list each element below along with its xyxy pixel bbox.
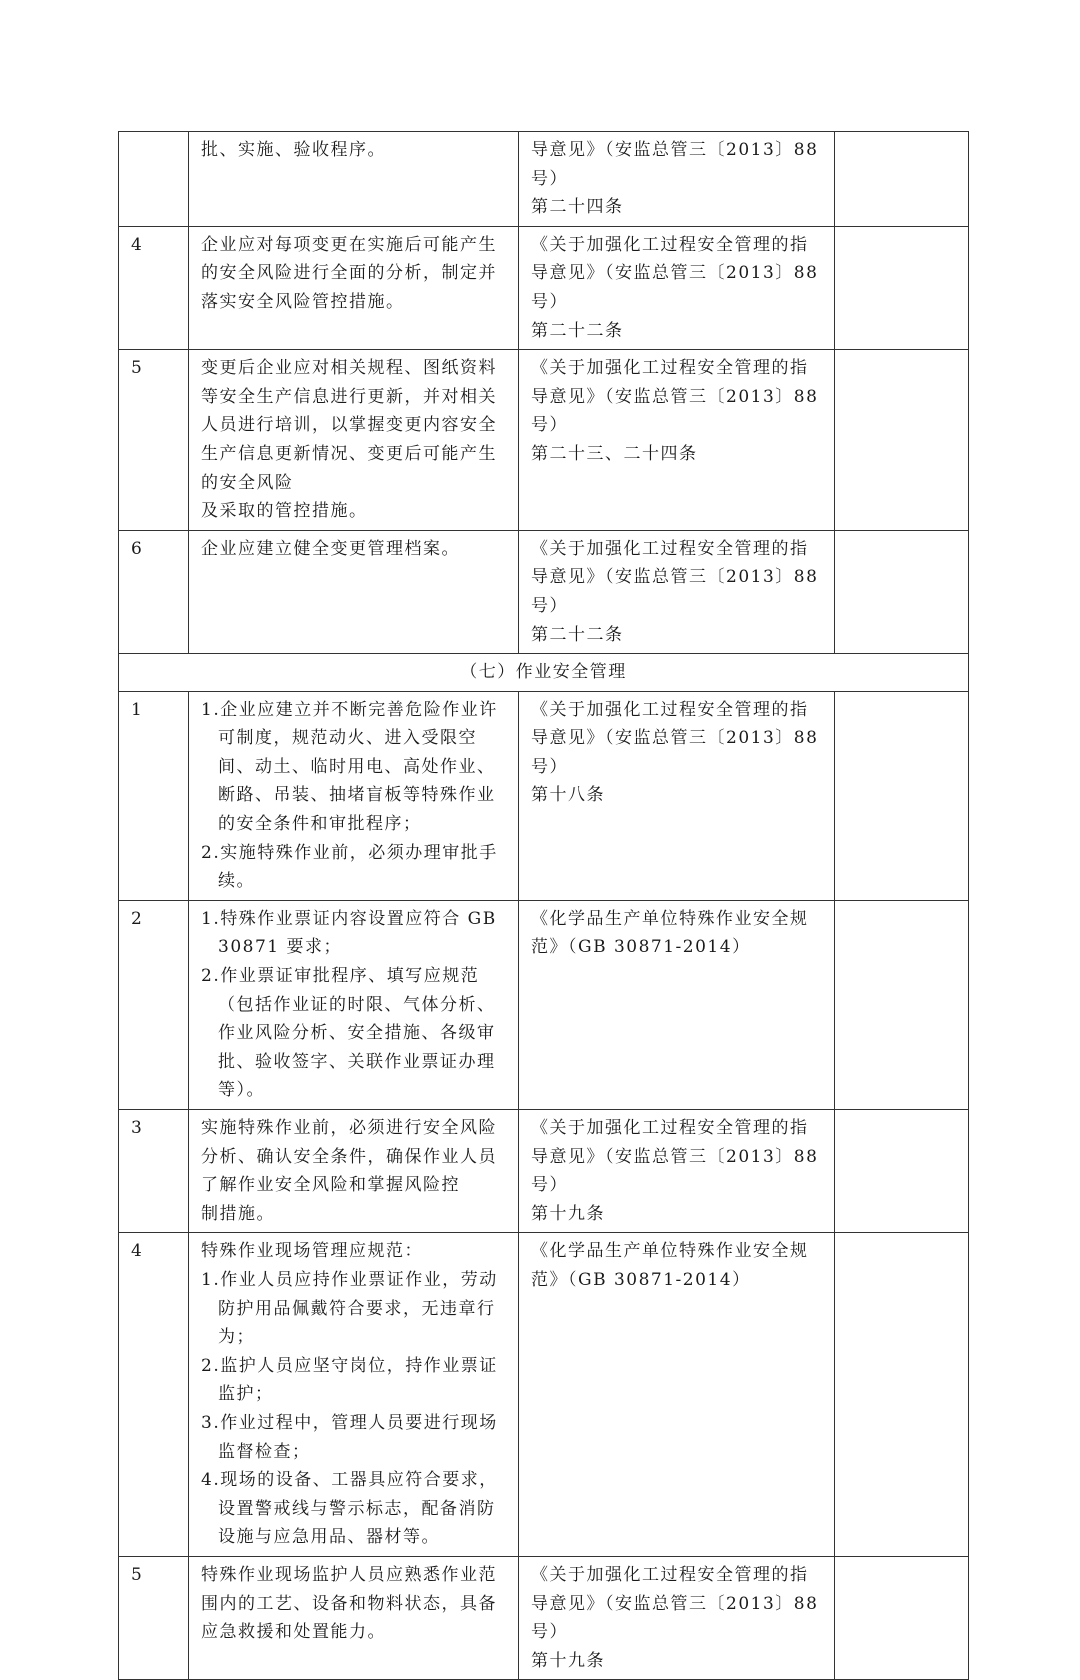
section-row [119, 654, 969, 692]
row-number: 5 [119, 1556, 189, 1679]
requirement-item: 1.作业人员应持作业票证作业，劳动防护用品佩戴符合要求，无违章行为； [201, 1269, 498, 1348]
basis-text: 《关于加强化工过程安全管理的指导意见》（安监总管三〔2013〕88 号） [531, 358, 819, 436]
table-row [119, 691, 969, 900]
table-row [119, 350, 969, 531]
requirement-text: 及采取的管控措施。 [201, 501, 368, 522]
table-row [119, 530, 969, 653]
row-number: 6 [119, 530, 189, 653]
basis-article: 第十九条 [531, 1203, 605, 1224]
remark-cell [835, 530, 969, 653]
remark-cell [835, 900, 969, 1109]
remark-cell [835, 1556, 969, 1679]
requirement-item: 3.作业过程中，管理人员要进行现场监督检查； [201, 1412, 498, 1462]
requirement-item: 4.现场的设备、工器具应符合要求，设置警戒线与警示标志，配备消防设施与应急用品、器材等。 [201, 1470, 498, 1548]
requirement-cell [189, 691, 519, 900]
basis-article: 第二十四条 [531, 197, 624, 218]
remark-cell [835, 691, 969, 900]
requirement-cell [189, 350, 519, 531]
basis-text: 《化学品生产单位特殊作业安全规范》（GB 30871-2014） [531, 1241, 809, 1290]
table-row [119, 226, 969, 349]
basis-text: 《关于加强化工过程安全管理的指导意见》（安监总管三〔2013〕88 号） [531, 538, 819, 616]
basis-article: 第十八条 [531, 785, 605, 806]
basis-article: 第二十二条 [531, 624, 624, 645]
section-title: （七）作业安全管理 [119, 654, 969, 692]
requirement-text: 企业应建立健全变更管理档案。 [201, 538, 460, 559]
requirement-item: 1.企业应建立并不断完善危险作业许可制度，规范动火、进入受限空间、动土、临时用电、高处作业、断路、吊装、抽堵盲板等特殊作业的安全条件和审批程序； [201, 699, 498, 835]
basis-article: 第二十二条 [531, 320, 624, 341]
basis-cell [519, 1110, 835, 1233]
requirement-text: 变更后企业应对相关规程、图纸资料等安全生产信息进行更新，并对相关人员进行培训，以掌握变更内容安全生产信息更新情况、变更后可能产生的安全风险 [201, 358, 497, 493]
basis-cell [519, 132, 835, 227]
requirement-heading: 特殊作业现场管理应规范： [201, 1241, 423, 1262]
requirement-cell [189, 1556, 519, 1679]
basis-cell [519, 350, 835, 531]
basis-text: 《关于加强化工过程安全管理的指导意见》（安监总管三〔2013〕88 号） [531, 234, 819, 312]
requirement-item: 1.特殊作业票证内容设置应符合 GB 30871 要求； [201, 908, 497, 958]
basis-cell [519, 226, 835, 349]
requirement-item: 2.实施特殊作业前，必须办理审批手续。 [201, 842, 498, 892]
basis-text: 《关于加强化工过程安全管理的指导意见》（安监总管三〔2013〕88 号） [531, 699, 819, 777]
table-row [119, 900, 969, 1109]
row-number [119, 132, 189, 227]
requirement-cell [189, 132, 519, 227]
table-row [119, 132, 969, 227]
basis-cell [519, 691, 835, 900]
table-row [119, 1556, 969, 1679]
basis-cell [519, 900, 835, 1109]
basis-article: 第二十三、二十四条 [531, 443, 698, 464]
requirement-cell [189, 1110, 519, 1233]
row-number: 5 [119, 350, 189, 531]
row-number: 4 [119, 1233, 189, 1557]
requirement-text: 制措施。 [201, 1203, 275, 1224]
remark-cell [835, 350, 969, 531]
basis-article: 第十九条 [531, 1650, 605, 1671]
row-number: 3 [119, 1110, 189, 1233]
table-row [119, 1233, 969, 1557]
basis-text: 导意见》（安监总管三〔2013〕88 号） [531, 140, 819, 189]
row-number: 4 [119, 226, 189, 349]
basis-cell [519, 1233, 835, 1557]
row-number: 2 [119, 900, 189, 1109]
basis-text: 《关于加强化工过程安全管理的指导意见》（安监总管三〔2013〕88 号） [531, 1118, 819, 1196]
remark-cell [835, 1233, 969, 1557]
checklist-table [118, 131, 969, 1680]
row-number: 1 [119, 691, 189, 900]
requirement-text: 实施特殊作业前，必须进行安全风险分析、确认安全条件，确保作业人员了解作业安全风险和掌握风险控 [201, 1118, 497, 1196]
requirement-item: 2.监护人员应坚守岗位，持作业票证监护； [201, 1355, 498, 1405]
basis-text: 《关于加强化工过程安全管理的指导意见》（安监总管三〔2013〕88 号） [531, 1564, 819, 1643]
requirement-cell [189, 900, 519, 1109]
requirement-cell [189, 226, 519, 349]
remark-cell [835, 1110, 969, 1233]
requirement-cell [189, 1233, 519, 1557]
remark-cell [835, 132, 969, 227]
requirement-text: 特殊作业现场监护人员应熟悉作业范围内的工艺、设备和物料状态，具备应急救援和处置能力。 [201, 1564, 497, 1643]
requirement-cell [189, 530, 519, 653]
table-row [119, 1110, 969, 1233]
basis-cell [519, 1556, 835, 1679]
basis-cell [519, 530, 835, 653]
requirement-text: 批、实施、验收程序。 [201, 140, 386, 160]
requirement-text: 企业应对每项变更在实施后可能产生的安全风险进行全面的分析，制定并落实安全风险管控措施。 [201, 234, 497, 312]
requirement-item: 2.作业票证审批程序、填写应规范（包括作业证的时限、气体分析、作业风险分析、安全措施、各级审批、验收签字、关联作业票证办理等）。 [201, 966, 496, 1101]
basis-text: 《化学品生产单位特殊作业安全规范》（GB 30871-2014） [531, 908, 809, 958]
remark-cell [835, 226, 969, 349]
